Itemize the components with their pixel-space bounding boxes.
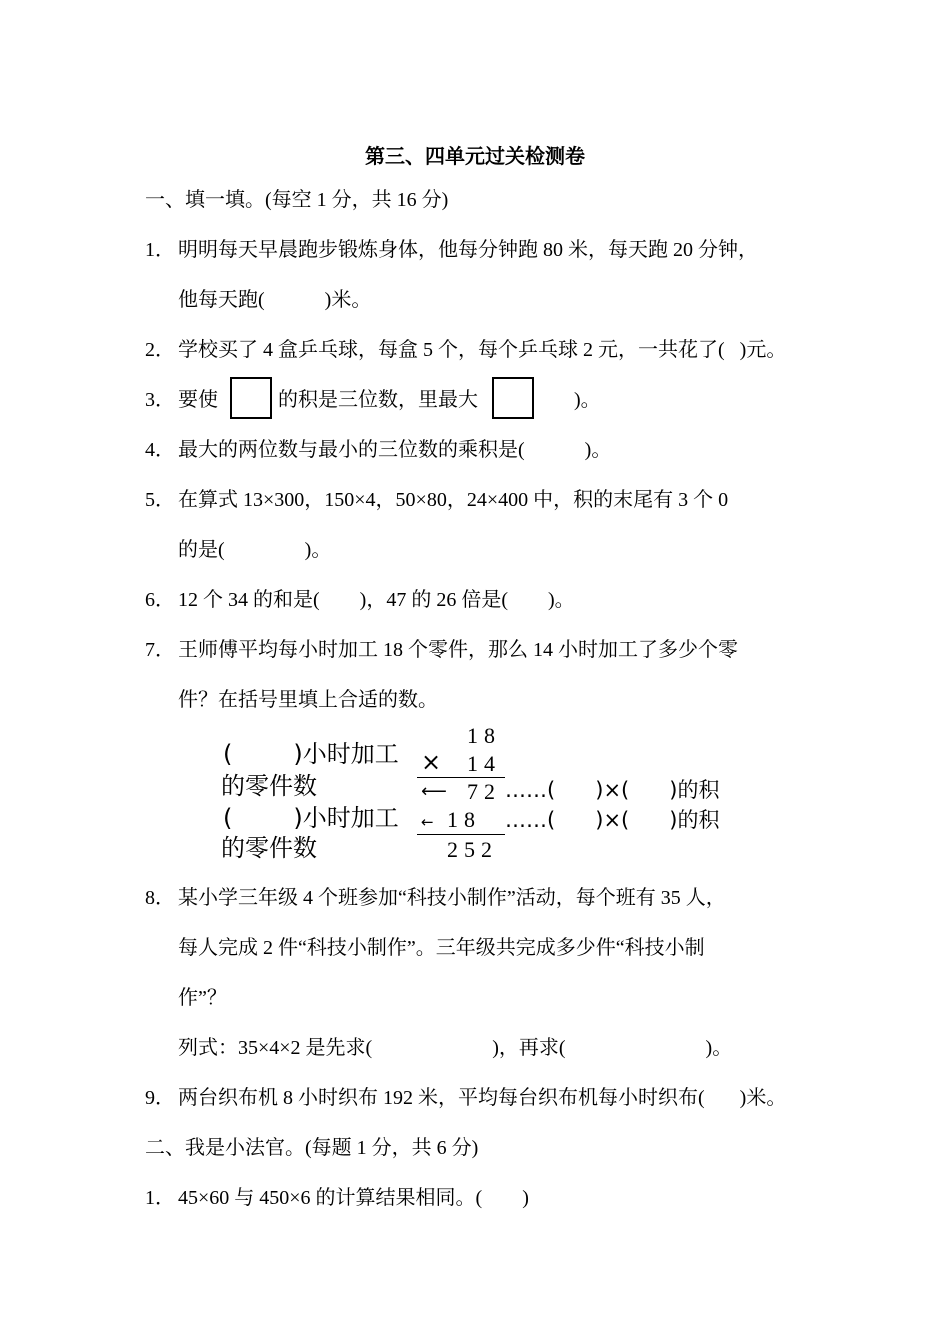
question-number: 1． bbox=[145, 239, 175, 261]
times-sign: × bbox=[421, 748, 442, 776]
question-number: 7． bbox=[145, 639, 175, 661]
question-8-text-cont: 每人完成 2 件“科技小制作”。三年级共完成多少件“科技小制 bbox=[178, 937, 705, 959]
question-5-text: 在算式 13×300，150×4，50×80，24×400 中，积的末尾有 3 个 0 bbox=[178, 489, 729, 511]
question-7-text-cont: 件？在括号里填上合适的数。 bbox=[178, 689, 438, 711]
calc-label-2a: ( )小时加工 bbox=[223, 804, 399, 832]
calc-label-1b: 的零件数 bbox=[221, 772, 317, 800]
calc-partial-1: 72 bbox=[467, 779, 501, 804]
answer-box bbox=[492, 377, 534, 419]
question-6-text: 12 个 34 的和是( )，47 的 26 倍是( )。 bbox=[178, 589, 575, 611]
calc-note-2: ……( )×( )的积 bbox=[505, 808, 720, 832]
question-8-text-cont: 作”？ bbox=[178, 987, 227, 1009]
left-arrow-icon: ⟵ bbox=[421, 781, 447, 802]
calc-result: 252 bbox=[447, 837, 498, 862]
left-arrow-icon: ← bbox=[421, 813, 434, 831]
question-3-text-b: 的积是三位数，里最大 bbox=[278, 389, 478, 411]
question-8-text: 某小学三年级 4 个班参加“科技小制作”活动，每个班有 35 人， bbox=[178, 887, 726, 909]
question-number: 9． bbox=[145, 1087, 175, 1109]
question-5-text-cont: 的是( )。 bbox=[178, 539, 332, 561]
question-7-text: 王师傅平均每小时加工 18 个零件，那么 14 小时加工了多少个零 bbox=[178, 639, 738, 661]
section-heading-judge: 二、我是小法官。(每题 1 分，共 6 分) bbox=[145, 1137, 479, 1159]
section-heading-fill: 一、填一填。(每空 1 分，共 16 分) bbox=[145, 189, 449, 211]
question-4-text: 最大的两位数与最小的三位数的乘积是( )。 bbox=[178, 439, 612, 461]
question-2-text: 学校买了 4 盒乒乓球，每盒 5 个，每个乒乓球 2 元，一共花了( )元。 bbox=[178, 339, 787, 361]
calc-multiplicand: 18 bbox=[467, 723, 501, 748]
question-number: 2． bbox=[145, 339, 175, 361]
question-1-text: 明明每天早晨跑步锻炼身体，他每分钟跑 80 米，每天跑 20 分钟， bbox=[178, 239, 758, 261]
calc-line bbox=[417, 834, 505, 835]
question-number: 5． bbox=[145, 489, 175, 511]
question-3-text-a: 要使 bbox=[178, 389, 218, 411]
calc-label-1a: ( )小时加工 bbox=[223, 740, 399, 768]
calc-note-1: ……( )×( )的积 bbox=[505, 778, 720, 802]
judge-question-1-text: 45×60 与 450×6 的计算结果相同。( ) bbox=[178, 1187, 529, 1209]
multiplication-diagram bbox=[215, 722, 775, 872]
question-number: 8． bbox=[145, 887, 175, 909]
calc-partial-2: 18 bbox=[447, 807, 481, 832]
answer-box bbox=[230, 377, 272, 419]
question-1-text-cont: 他每天跑( )米。 bbox=[178, 289, 372, 311]
question-number: 4． bbox=[145, 439, 175, 461]
question-8-formula: 列式：35×4×2 是先求( )，再求( )。 bbox=[178, 1037, 733, 1059]
question-3-text-c: )。 bbox=[534, 389, 601, 411]
calc-multiplier: 14 bbox=[467, 751, 501, 776]
page-title: 第三、四单元过关检测卷 bbox=[365, 144, 585, 168]
question-number: 3． bbox=[145, 389, 175, 411]
question-number: 6． bbox=[145, 589, 175, 611]
question-number: 1． bbox=[145, 1187, 175, 1209]
question-9-text: 两台织布机 8 小时织布 192 米，平均每台织布机每小时织布( )米。 bbox=[178, 1087, 787, 1109]
calc-label-2b: 的零件数 bbox=[221, 834, 317, 862]
